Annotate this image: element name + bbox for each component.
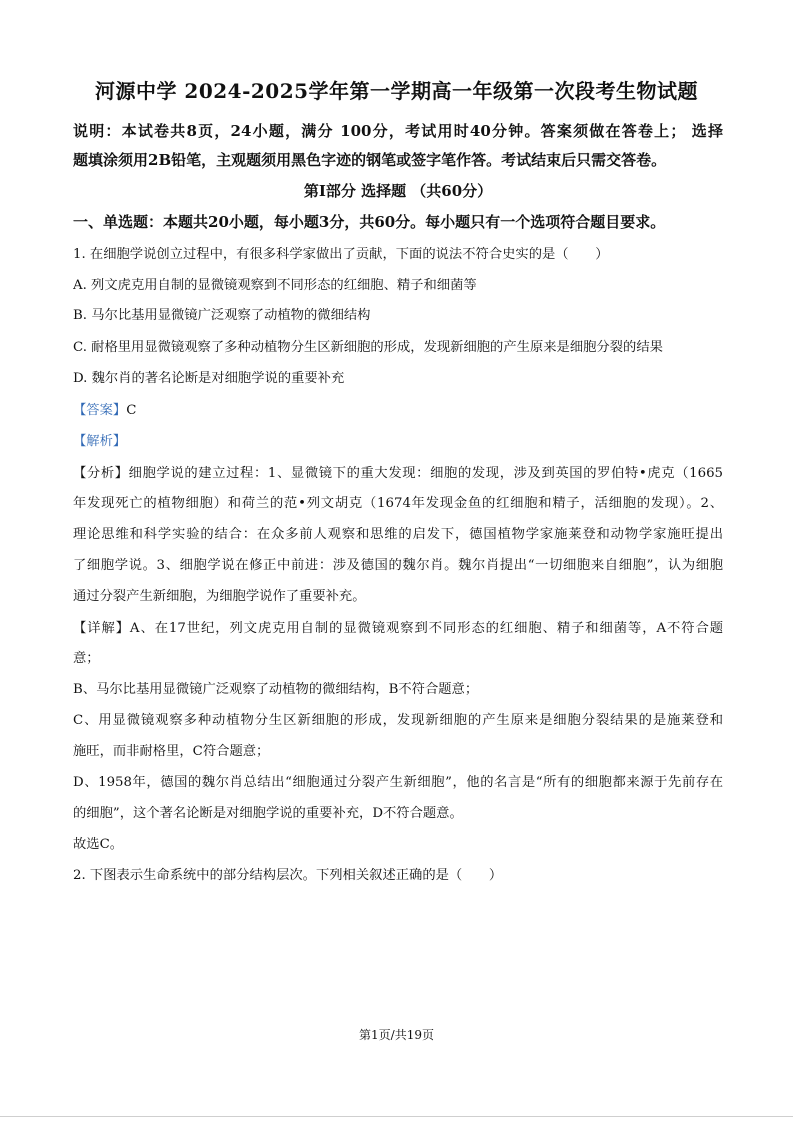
fenxi-line-1: 【分析】细胞学说的建立过程：1、显微镜下的重大发现：细胞的发现，涉及到英国的罗伯特•虎克（1665 [73,466,723,481]
fenxi-line-2: 年发现死亡的植物细胞）和荷兰的范•列文胡克（1674年发现金鱼的红细胞和精子，活细胞的发现）。2、 [73,496,723,511]
xiangjie-line-4: C、用显微镜观察多种动植物分生区新细胞的形成，发现新细胞的产生原来是细胞分裂结果的是施莱登和 [73,713,723,728]
xiangjie-line-7: 的细胞”，这个著名论断是对细胞学说的重要补充，D不符合题意。 [73,806,463,821]
xiangjie-line-6: D、1958年，德国的魏尔肖总结出“细胞通过分裂产生新细胞”，他的名言是“所有的细胞都来源于先前存在 [73,775,723,790]
answer-tag: 【答案】 [73,403,127,418]
answer-value: C [126,403,137,418]
answer-line [73,401,723,421]
instructions-line-1: 说明：本试卷共8页，24小题，满分 100分，考试用时40分钟。答案须做在答卷上； 选择 [73,122,723,140]
fenxi-line-5: 通过分裂产生新细胞，为细胞学说作了重要补充。 [73,589,366,604]
instructions-line-2: 题填涂须用2B铅笔，主观题须用黑色字迹的钢笔或签字笔作答。考试结束后只需交答卷。 [73,151,667,169]
question-1-stem: 1. 在细胞学说创立过程中，有很多科学家做出了贡献，下面的说法不符合史实的是（ ） [73,247,609,262]
question-1-option-d: D. 魏尔肖的著名论断是对细胞学说的重要补充 [73,371,345,386]
fenxi-line-4: 了细胞学说。3、细胞学说在修正中前进：涉及德国的魏尔肖。魏尔肖提出“一切细胞来自细胞”，认为细胞 [73,558,723,573]
question-1-option-c: C. 耐格里用显微镜观察了多种动植物分生区新细胞的形成，发现新细胞的产生原来是细胞分裂的结果 [73,340,663,355]
xiangjie-line-5: 施旺，而非耐格里，C符合题意； [73,744,270,759]
fenxi-line-3: 理论思维和科学实验的结合：在众多前人观察和思维的启发下，德国植物学家施莱登和动物学家施旺提出 [73,527,723,542]
xiangjie-line-1: 【详解】A、在17世纪，列文虎克用自制的显微镜观察到不同形态的红细胞、精子和细菌等，A不符合题 [73,621,723,636]
section-heading: 一、单选题：本题共20小题，每小题3分，共60分。每小题只有一个选项符合题目要求。 [73,213,666,231]
part-heading: 第Ⅰ部分 选择题 （共60分） [303,182,493,200]
bottom-divider [0,1116,793,1117]
xiangjie-line-2: 意； [73,651,100,666]
page-title: 河源中学 2024-2025学年第一学期高一年级第一次段考生物试题 [94,79,699,103]
question-1-option-b: B. 马尔比基用显微镜广泛观察了动植物的微细结构 [73,308,371,323]
question-2-stem: 2. 下图表示生命系统中的部分结构层次。下列相关叙述正确的是（ ） [73,868,503,883]
page-footer: 第1页/共19页 [359,1028,434,1042]
xiangjie-line-8: 故选C。 [73,837,124,852]
question-1-option-a: A. 列文虎克用自制的显微镜观察到不同形态的红细胞、精子和细菌等 [73,278,477,293]
analysis-tag: 【解析】 [73,434,127,449]
xiangjie-line-3: B、马尔比基用显微镜广泛观察了动植物的微细结构，B不符合题意； [73,682,479,697]
